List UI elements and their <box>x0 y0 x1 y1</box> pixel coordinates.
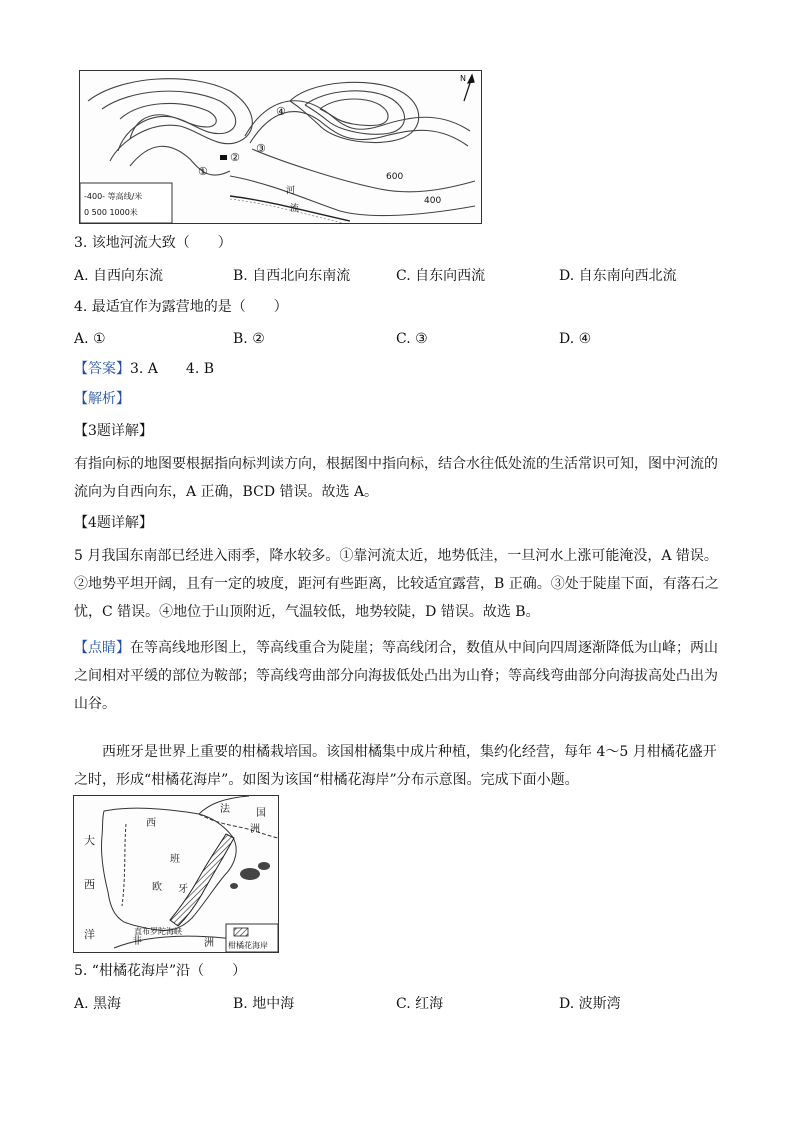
island <box>240 868 260 880</box>
label-guo: 国 <box>256 808 266 819</box>
answer-label: 【答案】 <box>74 361 130 377</box>
contour-line <box>102 91 236 151</box>
river-bank-hatch <box>230 199 342 223</box>
label-xi: 西 <box>84 878 95 891</box>
spain-map-figure <box>73 795 279 953</box>
detail3-heading: 【3题详解】 <box>74 423 153 439</box>
analysis-label: 【解析】 <box>74 391 130 407</box>
detail4-text: 5 月我国东南部已经进入雨季，降水较多。①靠河流太近，地势低洼，一旦河水上涨可能淹没，A 错误。②地势平坦开阔，且有一定的坡度，距河有些距离，比较适宜露营，B 正确。③处于陡崖下面，有落石之忧，C 错误。④地位于山顶附近，气温较低，地势较陡，D 错误。故选 B。 <box>74 548 719 620</box>
label-ban: 班 <box>170 854 180 865</box>
detail3-text: 有指向标的地图要根据指向标判读方向，根据图中指向标，结合水往低处流的生活常识可知，图中河流的流向为自西向东，A 正确，BCD 错误。故选 A。 <box>74 456 718 500</box>
answer-text: 3. A 4. B <box>130 361 215 377</box>
label-zhou1: 洲 <box>250 824 260 835</box>
marker-2-symbol <box>220 155 227 160</box>
marker-1: ① <box>198 165 208 178</box>
river-label-1: 河 <box>286 186 296 196</box>
q3-option-c: C. 自东向西流 <box>396 268 486 284</box>
contour-label-600: 600 <box>386 172 404 182</box>
q3-option-a: A. 自西向东流 <box>74 268 164 284</box>
contour-line <box>305 91 405 134</box>
spain-map-svg <box>74 796 278 952</box>
marker-2: ② <box>230 151 240 164</box>
q4-stem: 4. 最适宜作为露营地的是（ ） <box>74 299 288 315</box>
legend-label: 柑橘花海岸 <box>228 941 268 950</box>
q5-option-a: A. 黑海 <box>74 996 122 1012</box>
river-label-2: 流 <box>290 204 300 214</box>
legend-line-1: -400- 等高线/米 <box>84 192 143 201</box>
label-zhou2: 洲 <box>204 938 214 949</box>
label-fei: 非 <box>132 936 142 947</box>
marker-3: ③ <box>256 142 266 155</box>
island <box>230 883 238 889</box>
label-ya: 牙 <box>178 884 188 895</box>
q4-option-d: D. ④ <box>559 331 592 347</box>
q3-option-d: D. 自东南向西北流 <box>559 268 677 284</box>
q5-option-c: C. 红海 <box>396 996 444 1012</box>
label-da: 大 <box>84 834 95 847</box>
legend-swatch <box>234 928 248 936</box>
q4-option-b: B. ② <box>233 331 265 347</box>
citrus-coast-band <box>170 834 234 926</box>
border-line <box>199 814 278 838</box>
portugal-border <box>122 824 126 906</box>
label-fa: 法 <box>220 804 230 815</box>
contour-line <box>130 146 230 175</box>
north-arrow-head <box>468 75 474 83</box>
north-arrow-label: N <box>460 74 466 83</box>
detail4-heading: 【4题详解】 <box>74 515 153 531</box>
legend-box <box>80 183 172 223</box>
tip-paragraph <box>74 634 726 718</box>
strait-label: 直布罗陀海峡 <box>134 927 182 936</box>
q5-stem: 5. “柑橘花海岸”沿（ ） <box>74 963 247 979</box>
tip-text: 在等高线地形图上，等高线重合为陡崖；等高线闭合，数值从中间向四周逐渐降低为山峰；两山之间相对平缓的部位为鞍部；等高线弯曲部分向海拔低处凸出为山脊；等高线弯曲部分向海拔高处凸出为山谷。 <box>74 640 718 712</box>
marker-4: ④ <box>276 105 286 118</box>
label-ou: 欧 <box>152 882 162 893</box>
island <box>258 862 270 870</box>
contour-map-figure <box>79 70 482 224</box>
contour-map-svg <box>80 71 481 223</box>
contour-line <box>120 103 216 139</box>
q3-stem: 3. 该地河流大致（ ） <box>74 235 232 251</box>
intro-paragraph: 西班牙是世界上重要的柑橘栽培国。该国柑橘集中成片种植，集约化经营，每年 4～5 月柑橘花盛开之时，形成“柑橘花海岸”。如图为该国“柑橘花海岸”分布示意图。完成下面小题。 <box>74 744 717 788</box>
label-xi2: 西 <box>146 818 156 829</box>
q4-option-a: A. ① <box>74 331 106 347</box>
q5-option-d: D. 波斯湾 <box>559 996 621 1012</box>
contour-label-400: 400 <box>424 196 442 206</box>
legend-line-2: 0 500 1000米 <box>84 208 138 217</box>
label-yang: 洋 <box>84 928 95 941</box>
q5-option-b: B. 地中海 <box>233 996 295 1012</box>
q4-option-c: C. ③ <box>396 331 428 347</box>
tip-label: 【点睛】 <box>74 640 130 656</box>
q3-option-b: B. 自西北向东南流 <box>233 268 351 284</box>
contour-line <box>320 99 388 126</box>
answer-line <box>74 358 214 380</box>
